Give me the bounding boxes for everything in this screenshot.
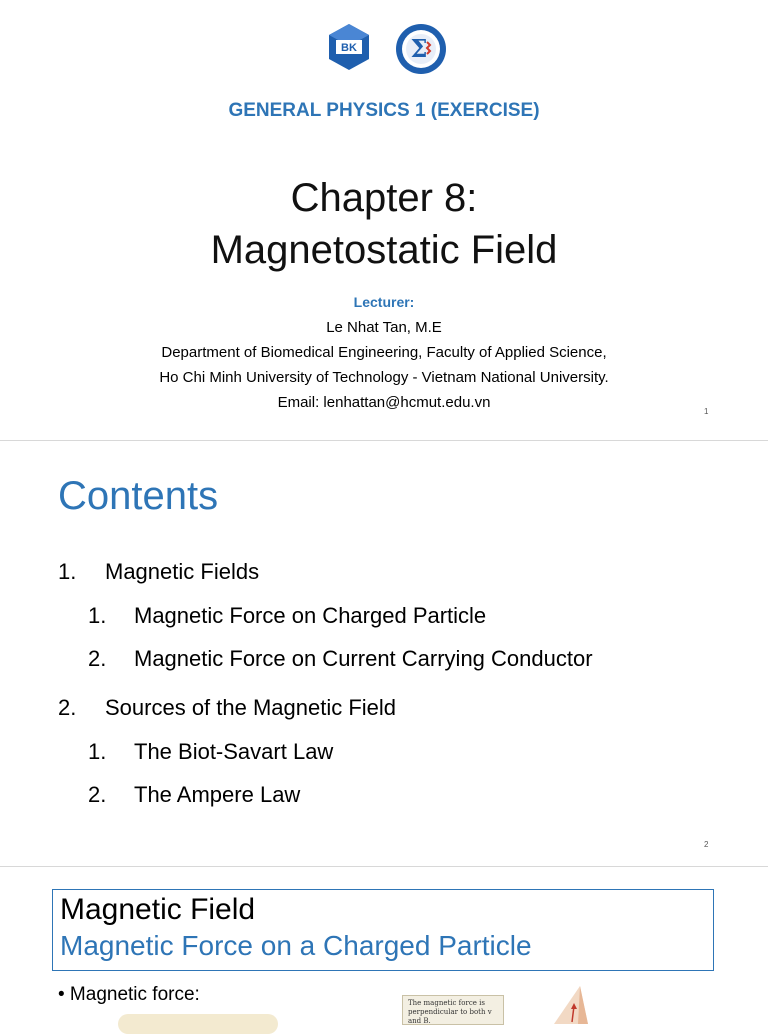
item-label: Magnetic Force on Current Carrying Conductor [134,646,593,671]
formula-box [118,1014,278,1034]
bk-logo-icon [322,22,376,74]
svg-text:Σ: Σ [410,34,428,63]
force-diagram-icon [552,984,592,1024]
item-number: 2. [88,782,107,807]
course-title: GENERAL PHYSICS 1 (EXERCISE) [228,100,540,121]
email-line: Email: lenhattan@hcmut.edu.vn [277,394,491,411]
university-line: Ho Chi Minh University of Technology - Vietnam National University. [159,369,609,386]
chapter-title [0,172,768,276]
slide-divider [0,440,768,441]
slide-subtitle: Magnetic Force on a Charged Particle [60,930,532,961]
item-label: The Biot-Savart Law [134,739,334,764]
item-number: 2. [88,646,107,671]
figure-caption-line-1: The magnetic force is [408,999,485,1007]
item-number: 1. [58,559,77,584]
chapter-line-2: Magnetostatic Field [210,228,558,272]
sigma-logo-icon [394,22,448,76]
slide-divider [0,866,768,867]
slide-title: Magnetic Field [60,893,256,926]
svg-text:BK: BK [341,42,357,54]
bullet-magnetic-force: • Magnetic force: [58,984,200,1005]
chapter-line-1: Chapter 8: [290,176,478,220]
item-number: 1. [88,603,107,628]
item-label: Magnetic Force on Charged Particle [134,603,487,628]
item-label: The Ampere Law [134,782,301,807]
lecturer-name: Le Nhat Tan, M.E [326,319,442,336]
item-number: 2. [58,695,77,720]
item-number: 1. [88,739,107,764]
department-line: Department of Biomedical Engineering, Faculty of Applied Science, [161,344,607,361]
lecturer-heading: Lecturer: [353,294,415,310]
item-label: Sources of the Magnetic Field [105,695,397,720]
item-label: Magnetic Fields [105,559,260,584]
figure-caption-box [402,995,504,1025]
contents-heading: Contents [58,474,219,518]
page-number-2: 2 [704,840,709,849]
page-number-1: 1 [704,407,709,416]
figure-caption-line-2: perpendicular to both v and B. [408,1008,492,1025]
